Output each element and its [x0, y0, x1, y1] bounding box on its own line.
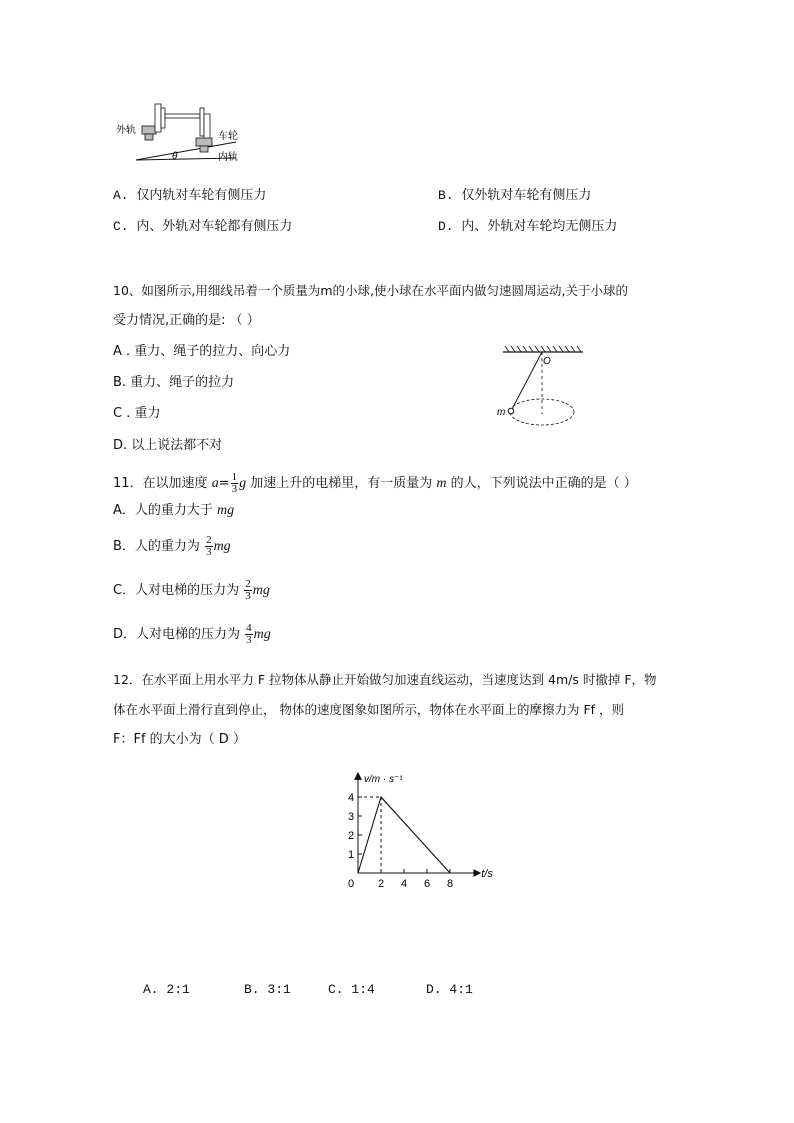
q10-stem-line1: 10、如图所示,用细线吊着一个质量为m的小球,使小球在水平面内做匀速圆周运动,关于小球的	[113, 283, 629, 298]
x-tick-label: 4	[401, 878, 408, 888]
string-line	[511, 352, 542, 411]
label-wheel: 车轮	[218, 131, 238, 142]
q12-option-c: C. 1:4	[328, 982, 375, 997]
q9-option-d: D. 内、外轨对车轮均无侧压力	[438, 219, 618, 234]
q11-opt-c-text: C．人对电梯的压力为	[113, 583, 244, 598]
q11-opt-b-num: 2	[206, 534, 212, 546]
ball	[508, 408, 514, 414]
y-tick-label: 4	[348, 792, 355, 804]
q10-stem-line2: 受力情况,正确的是: （ ）	[113, 313, 260, 328]
q11-opt-c-var: mg	[252, 583, 270, 598]
q10-option-a: A . 重力、绳子的拉力、向心力	[113, 344, 291, 359]
x-tick-label: 0	[348, 878, 355, 888]
q11-stem-end: 的人，下列说法中正确的是（ ）	[446, 476, 637, 491]
q9-option-a: A. 仅内轨对车轮有侧压力	[113, 188, 267, 203]
x-tick-label: 2	[378, 878, 385, 888]
q11-opt-c-num: 2	[245, 578, 251, 590]
q12-option-d: D. 4:1	[426, 982, 473, 997]
q11-opt-a-var: mg	[217, 503, 235, 518]
y-tick-label: 1	[348, 849, 355, 861]
track-figure	[108, 98, 258, 164]
y-tick-label: 3	[348, 811, 355, 823]
outer-rail-block	[142, 126, 156, 134]
q11-stem-post: 加速上升的电梯里，有一质量为	[246, 476, 437, 491]
q11-var-g: g	[239, 476, 247, 491]
q11-opt-b-den: 3	[206, 546, 212, 558]
q11-opt-d-var: mg	[253, 627, 271, 642]
q11-var-a: a	[211, 476, 219, 491]
label-outer-rail: 外轨	[116, 125, 136, 136]
x-axis-label: t/s	[481, 868, 493, 880]
q12-line3: F：Ff 的大小为（ D ）	[113, 732, 246, 747]
q11-eq: =	[218, 476, 230, 491]
q11-stem-pre: 11．在以加速度	[113, 476, 212, 491]
q10-option-c: C . 重力	[113, 406, 161, 421]
q11-fraction	[231, 472, 239, 495]
velocity-series-line	[358, 797, 450, 873]
pendulum-figure	[495, 344, 590, 434]
q11-opt-d-text: D．人对电梯的压力为	[113, 627, 245, 642]
q12-option-b: B. 3:1	[244, 982, 291, 997]
q11-option-b	[113, 532, 231, 562]
axle	[165, 114, 200, 118]
q11-opt-b-text: B．人的重力为	[113, 539, 205, 554]
inner-rail-block	[196, 138, 212, 146]
q12-line1: 12．在水平面上用水平力 F 拉物体从静止开始做匀加速直线运动，当速度达到 4m/s 时撤掉 F，物	[113, 672, 657, 687]
q11-opt-d-num: 4	[246, 622, 252, 634]
q10-option-b: B. 重力、绳子的拉力	[113, 375, 235, 390]
ceiling-hatch	[505, 346, 581, 352]
right-wheel	[200, 108, 204, 136]
q9-option-c: C. 内、外轨对车轮都有侧压力	[113, 219, 293, 234]
q11-var-m: m	[436, 476, 447, 491]
q11-frac-num: 1	[231, 471, 238, 483]
x-tick-label: 8	[447, 878, 454, 888]
x-tick-label: 6	[424, 878, 431, 888]
q11-opt-c-frac	[244, 579, 252, 602]
q11-opt-d-den: 3	[246, 634, 252, 646]
label-theta: θ	[172, 151, 178, 162]
label-inner-rail: 内轨	[218, 152, 238, 163]
q12-line2: 体在水平面上滑行直到停止， 物体的速度图象如图所示，物体在水平面上的摩擦力为 Ff ，则	[113, 702, 625, 717]
q11-option-d	[113, 620, 271, 650]
q12-option-a: A. 2:1	[143, 982, 190, 997]
velocity-time-chart	[330, 768, 510, 888]
left-wheel	[155, 104, 161, 132]
q11-opt-b-var: mg	[213, 539, 231, 554]
q11-opt-d-frac	[245, 623, 253, 646]
q11-opt-a-text: A．人的重力大于	[113, 503, 218, 518]
q10-option-d: D. 以上说法都不对	[113, 438, 223, 453]
q11-opt-c-den: 3	[245, 590, 251, 602]
label-m: m	[497, 407, 506, 418]
y-tick-label: 2	[348, 830, 355, 842]
q11-opt-b-frac	[205, 535, 213, 558]
q11-option-a	[113, 503, 234, 519]
q11-stem	[113, 468, 637, 500]
q9-option-b: B. 仅外轨对车轮有侧压力	[438, 188, 592, 203]
y-axis-label: v/m · s⁻¹	[364, 773, 403, 785]
label-o: O	[543, 356, 551, 367]
q11-option-c	[113, 576, 270, 606]
q11-frac-den: 3	[231, 483, 238, 495]
